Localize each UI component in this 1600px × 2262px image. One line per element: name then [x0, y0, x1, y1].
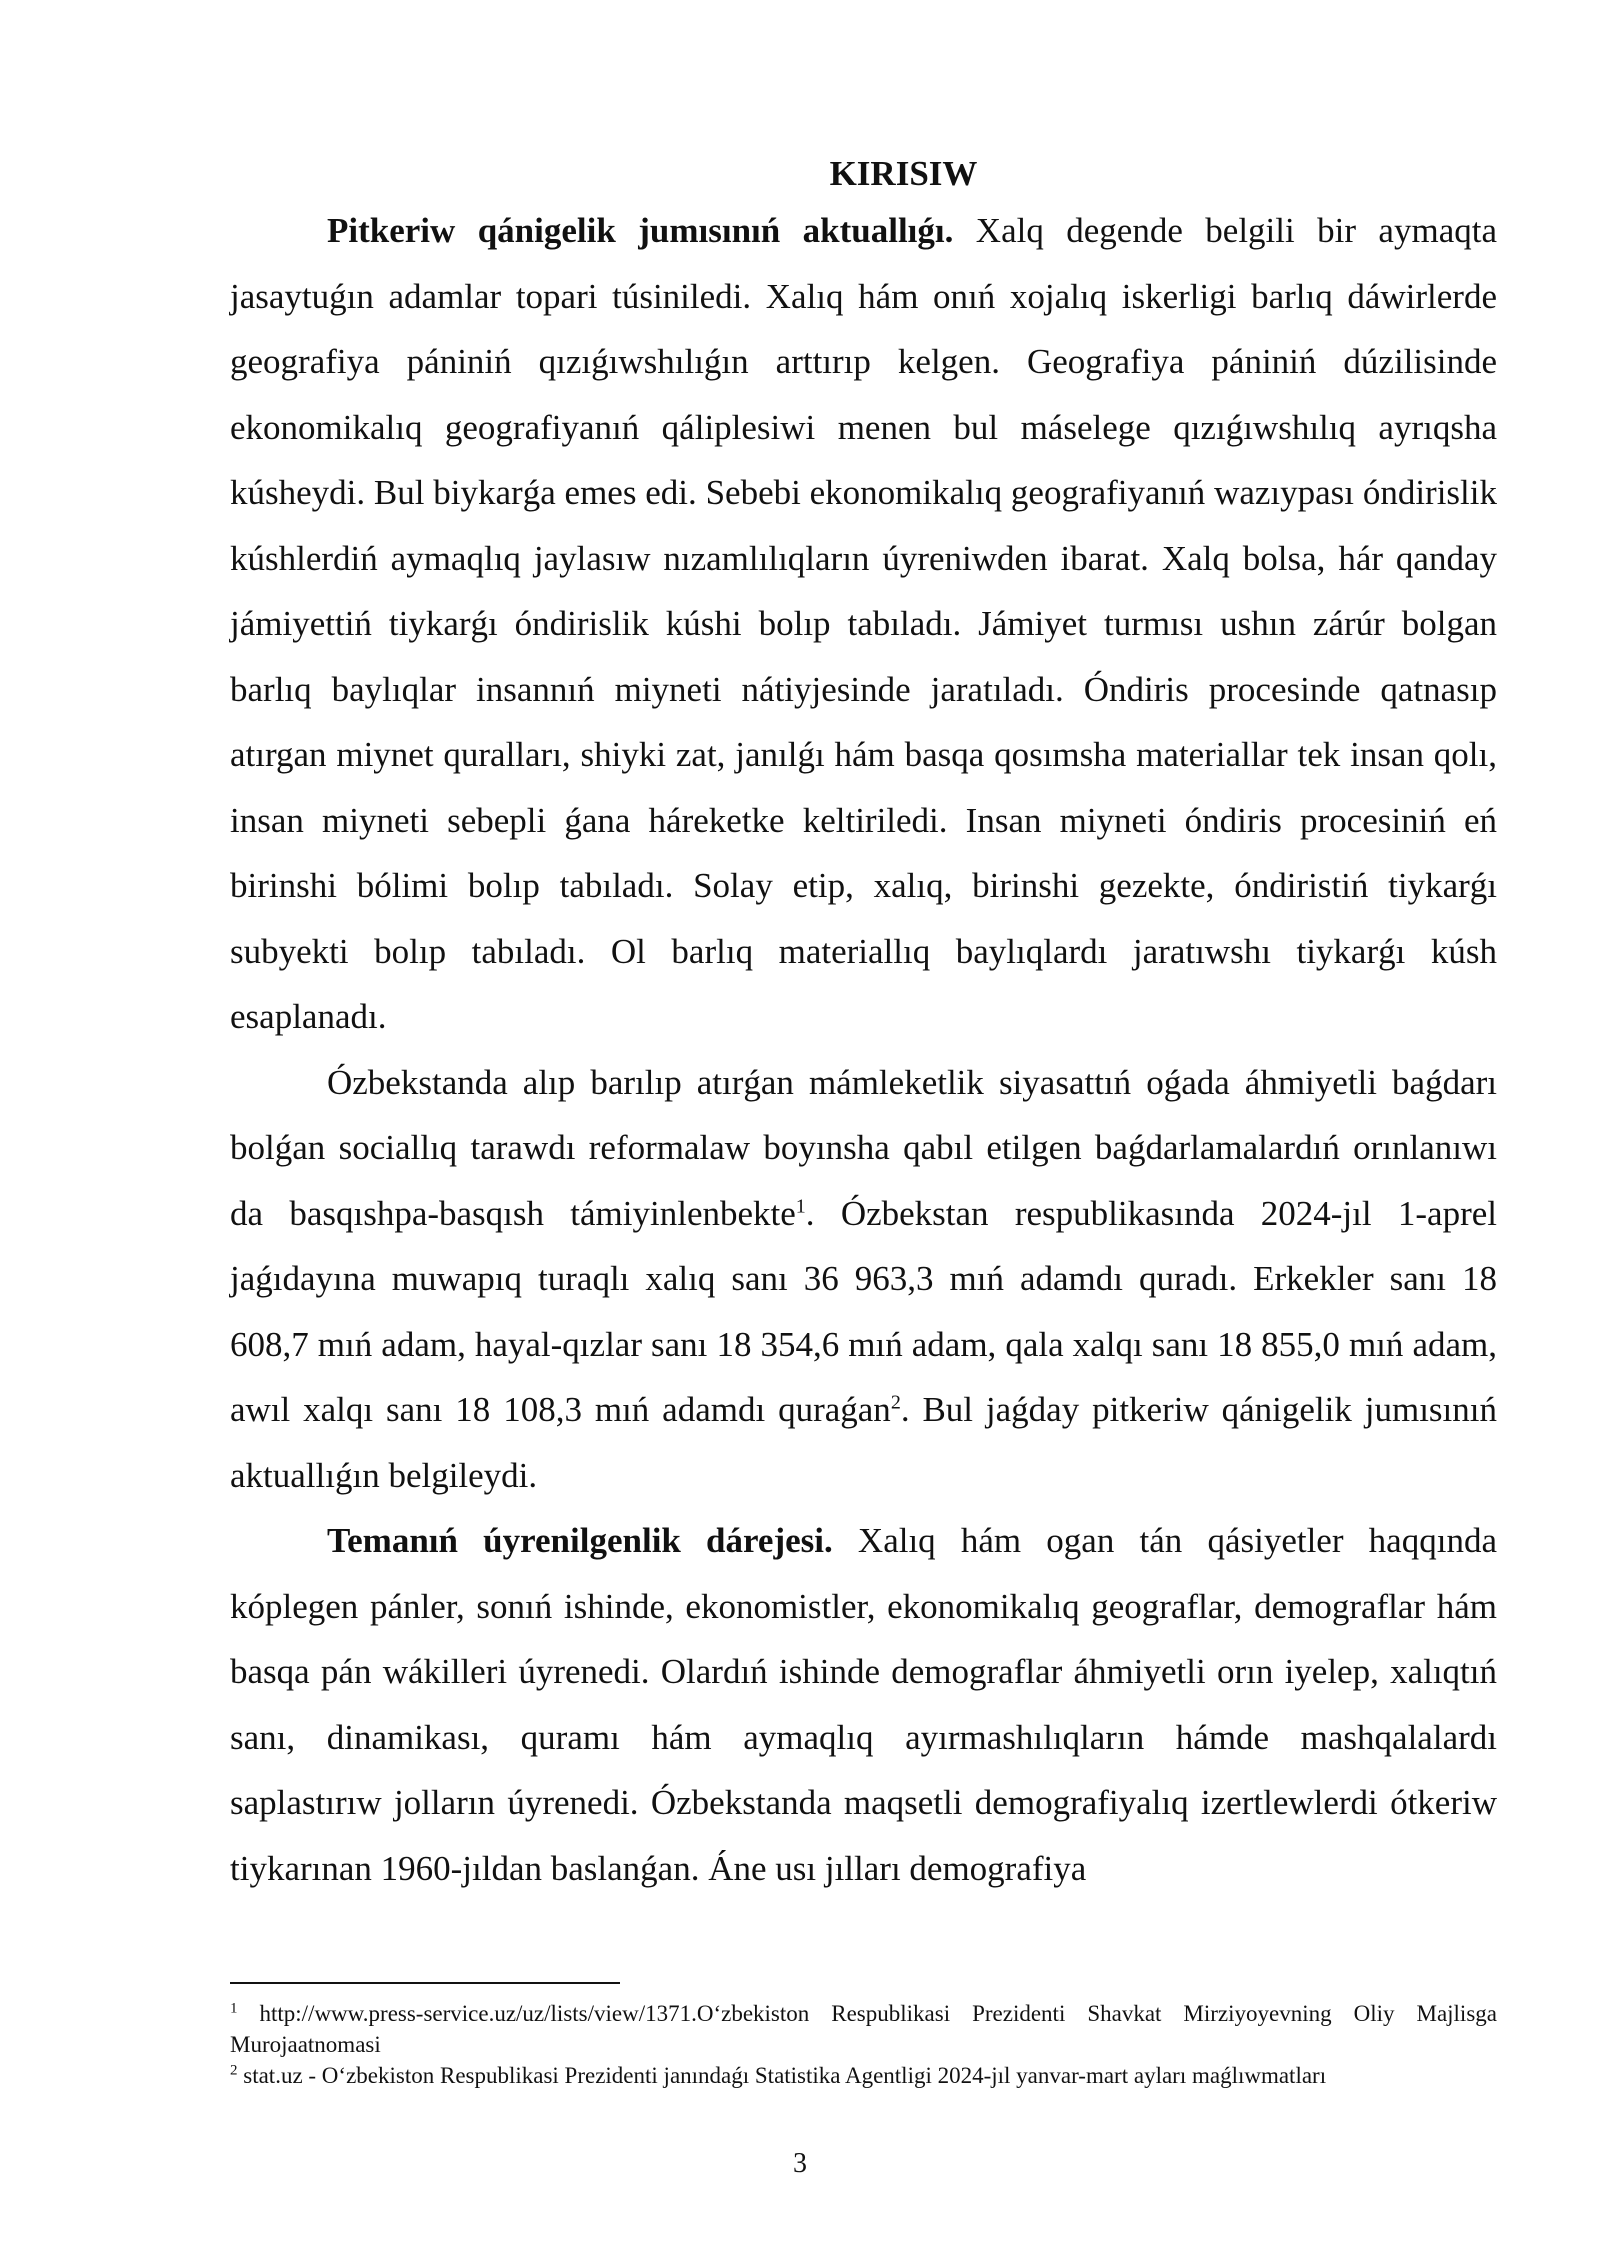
- footnote-ref-1[interactable]: 1: [795, 1194, 806, 1217]
- paragraph-text-part-2: . Ózbekstan respublikasında 2024-jıl 1-aprel jaǵıdayına muwapıq turaqlı xalıq sanı 36 963,3 mıń adamdı quradı. Erkekler sanı 18 608,7 mıń adam, hayal-qızlar sanı 18 354,6 mıń adam, qala xalqı sanı 18 855,0 mıń adam, awıl xalqı sanı 18 108,3 mıń adamdı quraǵan: [230, 1193, 1497, 1429]
- footnote-2: [230, 2060, 1497, 2091]
- paragraph-study-level: [230, 1508, 1497, 1901]
- paragraph-lead-relevance: Pitkeriw qánigelik jumısınıń aktuallıǵı.: [327, 211, 954, 250]
- section-heading: KIRISIW: [829, 154, 978, 193]
- paragraph-text-part-1: Ózbekstanda alıp barılıp atırǵan mámleketlik siyasattıń oǵada áhmiyetli baǵdarı bolǵan sociallıq tarawdı reformalaw boyınsha qabıl etilgen baǵdarlamalardıń orınlanıwı da basqıshpa-basqısh támiyinlenbekte: [230, 1062, 1497, 1233]
- paragraph-text-relevance: Xalq degende belgili bir aymaqta jasaytuǵın adamlar topari túsiniledi. Xalıq hám onıń xojalıq iskerligi barlıq dáwirlerde geografiya pániniń qızıǵıwshılıǵın arttırıp kelgen. Geografiya pániniń dúzilisinde ekonomikalıq geografiyanıń qáliplesiwi menen bul máselege qızıǵıwshılıq ayrıqsha kúsheydi. Bul biykarǵa emes edi. Sebebi ekonomikalıq geografiyanıń wazıypası óndirislik kúshlerdiń aymaqlıq jaylasıw nızamlılıqların úyreniwden ibarat. Xalq bolsa, hár qanday jámiyettiń tiykarǵı óndirislik kúshi bolıp tabıladı. Jámiyet turmısı ushın zárúr bolgan barlıq baylıqlar insannıń miyneti nátiyjesinde jaratıladı. Óndiris procesinde qatnasıp atırgan miynet quralları, shiyki zat, janılǵı hám basqa qosımsha materiallar tek insan qolı, insan miyneti sebepli ǵana háreketke keltiriledi. Insan miyneti óndiris procesiniń eń birinshi bólimi bolıp tabıladı. Solay etip, xalıq, birinshi gezekte, óndiristiń tiykarǵı subyekti bolıp tabıladı. Ol barlıq materiallıq baylıqlardı jaratıwshı tiykarǵı kúsh esaplanadı.: [230, 211, 1497, 1036]
- paragraph-uzbekistan: [230, 1050, 1497, 1509]
- paragraph-lead-study-level: Temanıń úyrenilgenlik dárejesi.: [327, 1521, 833, 1560]
- paragraph-relevance: [230, 198, 1497, 1050]
- footnote-1: [230, 1998, 1497, 2060]
- footnotes: [230, 1998, 1497, 2091]
- document-page: [230, 150, 1497, 1901]
- footnote-divider: [230, 1982, 620, 1984]
- paragraph-text-part-3: . Bul jaǵday pitkeriw qánigelik jumısınıń aktuallıǵın belgileydi.: [230, 1390, 1498, 1495]
- footnote-text-2: stat.uz - O‘zbekiston Respublikasi Prezidenti janındaǵı Statistika Agentligi 2024-jıl yanvar-mart ayları maǵlıwmatları: [237, 2063, 1327, 2088]
- footnote-ref-2[interactable]: 2: [890, 1391, 901, 1414]
- footnote-mark-1: 1: [230, 2000, 238, 2017]
- page-number: 3: [793, 2148, 807, 2179]
- footnote-text-1[interactable]: http://www.press-service.uz/uz/lists/view/1371.O‘zbekiston Respublikasi Prezidenti Shavkat Mirziyoyevning Oliy Majlisga Murojaatnomasi: [230, 2001, 1497, 2057]
- paragraph-text-study-level: Xalıq hám ogan tán qásiyetler haqqında kóplegen pánler, sonıń ishinde, ekonomistler, ekonomikalıq geograflar, demograflar hám basqa pán wákilleri úyrenedi. Olardıń ishinde demograflar áhmiyetli orın iyelep, xalıqtıń sanı, dinamikası, quramı hám aymaqlıq ayırmashılıqların hámde mashqalalardı saplastırıw jolların úyrenedi. Ózbekstanda maqsetli demografiyalıq izertlewlerdi ótkeriw tiykarınan 1960-jıldan baslanǵan. Áne usı jılları demografiya: [230, 1521, 1497, 1888]
- footnote-mark-2: 2: [230, 2062, 238, 2079]
